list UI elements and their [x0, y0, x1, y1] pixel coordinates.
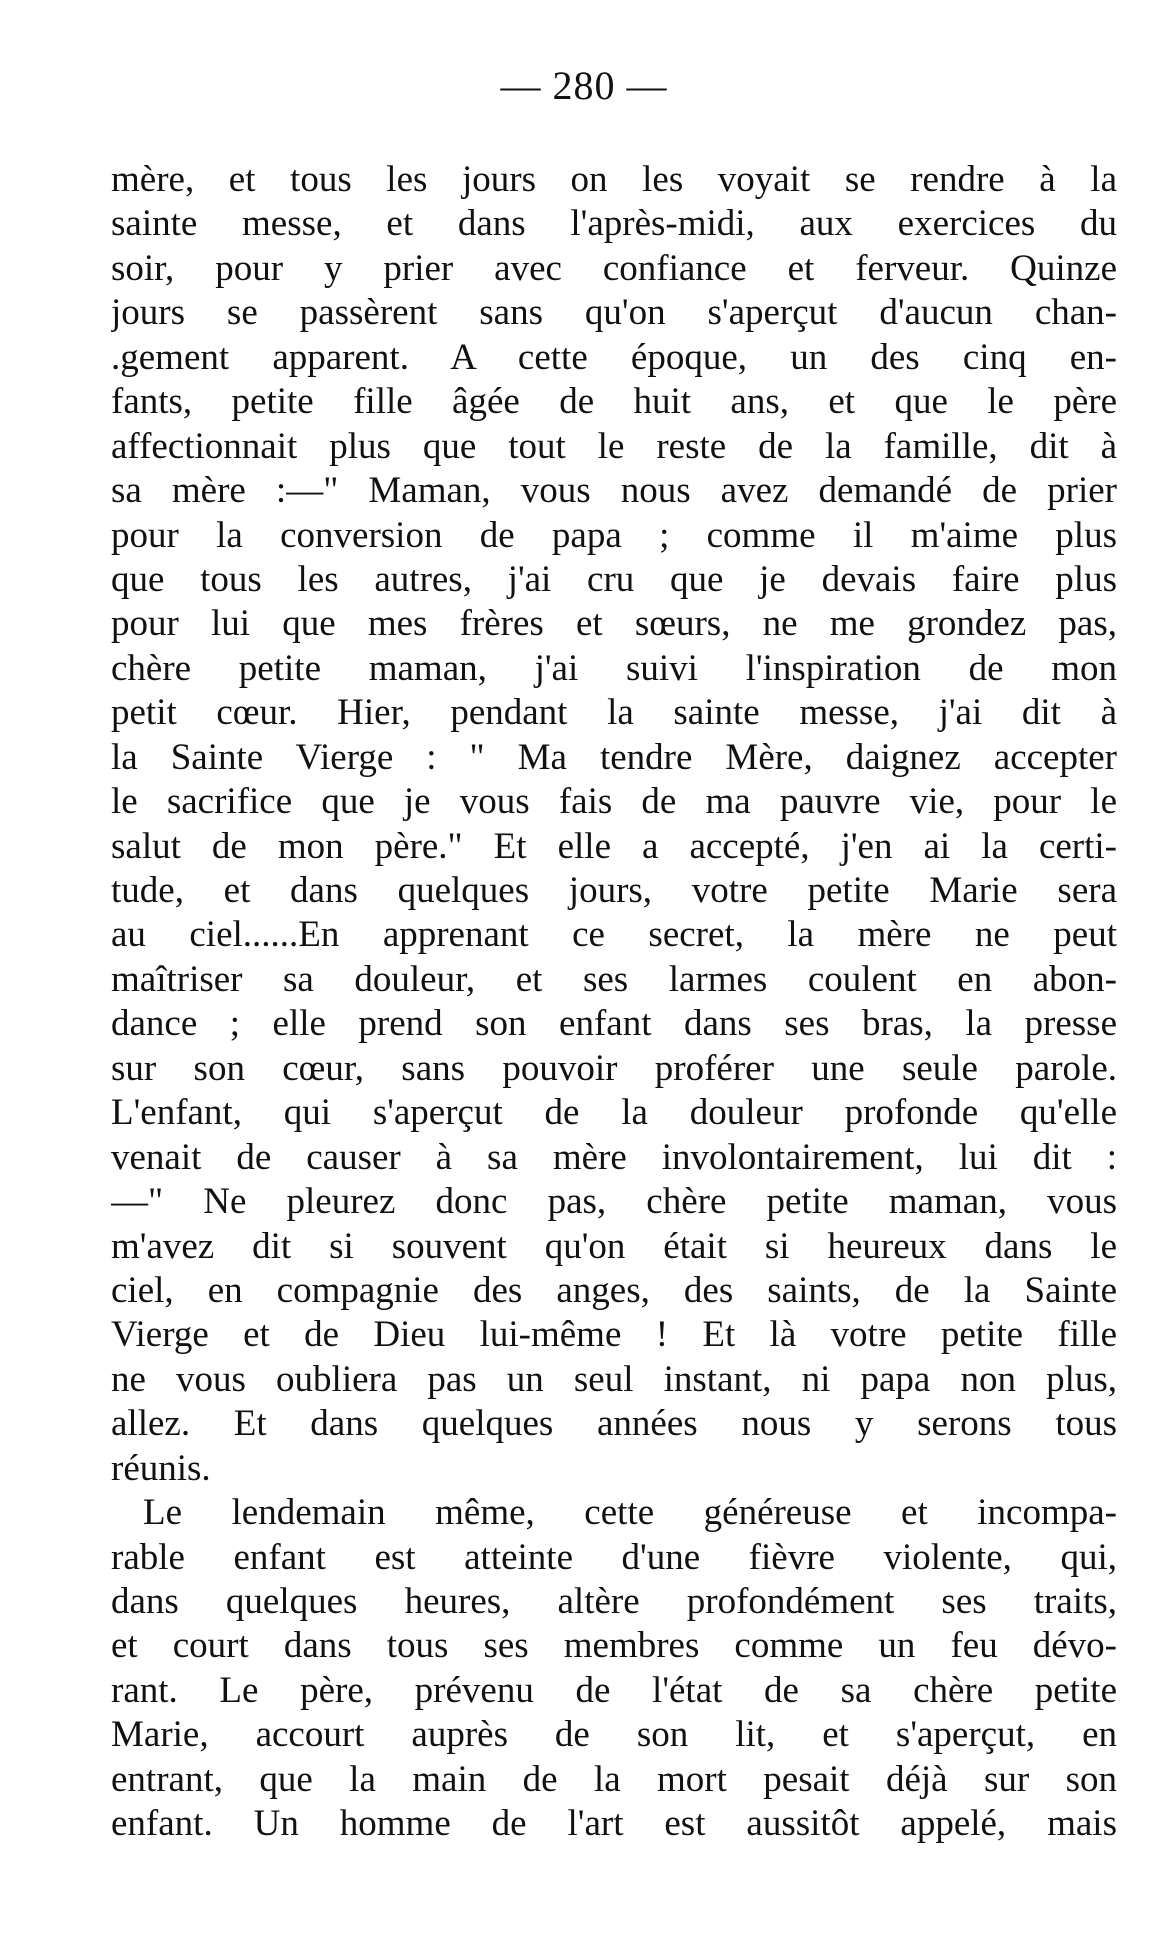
text-line: ciel, en compagnie des anges, des saints, de la Sainte — [111, 1269, 1117, 1311]
text-line: chère petite maman, j'ai suivi l'inspiration de mon — [111, 647, 1117, 689]
paragraph — [111, 1491, 1117, 1847]
text-line: —" Ne pleurez donc pas, chère petite maman, vous — [111, 1181, 1117, 1223]
text-line: rable enfant est atteinte d'une fièvre violente, qui, — [111, 1536, 1117, 1578]
text-line: pour la conversion de papa ; comme il m'aime plus — [111, 514, 1117, 556]
text-line: L'enfant, qui s'aperçut de la douleur profonde qu'elle — [111, 1092, 1117, 1134]
text-line: au ciel......En apprenant ce secret, la mère ne peut — [111, 914, 1117, 956]
text-line: salut de mon père." Et elle a accepté, j'en ai la certi- — [111, 825, 1117, 867]
text-line: rant. Le père, prévenu de l'état de sa chère petite — [111, 1669, 1117, 1711]
text-line: maîtriser sa douleur, et ses larmes coulent en abon- — [111, 958, 1117, 1000]
text-line: tude, et dans quelques jours, votre petite Marie sera — [111, 870, 1117, 911]
text-line: réunis. — [111, 1447, 211, 1489]
body-text — [111, 158, 1117, 1847]
text-line: affectionnait plus que tout le reste de la famille, dit à — [111, 425, 1117, 467]
text-line: le sacrifice que je vous fais de ma pauvre vie, pour le — [111, 781, 1117, 823]
text-line: sur son cœur, sans pouvoir proférer une seule parole. — [111, 1047, 1117, 1089]
text-line: allez. Et dans quelques années nous y serons tous — [111, 1403, 1117, 1445]
text-line: mère, et tous les jours on les voyait se rendre à la — [111, 159, 1117, 200]
text-line: .gement apparent. A cette époque, un des cinq en- — [111, 336, 1117, 378]
text-line: que tous les autres, j'ai cru que je devais faire plus — [111, 558, 1117, 600]
text-line: et court dans tous ses membres comme un feu dévo- — [111, 1625, 1117, 1667]
text-line: entrant, que la main de la mort pesait déjà sur son — [111, 1758, 1117, 1800]
text-line: m'avez dit si souvent qu'on était si heureux dans le — [111, 1225, 1117, 1267]
page-number: — 280 — — [500, 63, 668, 108]
paragraph — [111, 158, 1117, 1491]
text-line: enfant. Un homme de l'art est aussitôt appelé, mais — [111, 1803, 1117, 1845]
text-line: dans quelques heures, altère profondément ses traits, — [111, 1581, 1117, 1622]
text-line: sainte messe, et dans l'après-midi, aux exercices du — [111, 203, 1117, 245]
text-line: Marie, accourt auprès de son lit, et s'aperçut, en — [111, 1714, 1117, 1756]
text-line: Le lendemain même, cette généreuse et incompa- — [143, 1492, 1117, 1534]
text-line: ne vous oubliera pas un seul instant, ni papa non plus, — [111, 1358, 1117, 1400]
text-line: jours se passèrent sans qu'on s'aperçut d'aucun chan- — [111, 292, 1117, 334]
text-line: fants, petite fille âgée de huit ans, et que le père — [111, 381, 1117, 423]
text-line: dance ; elle prend son enfant dans ses bras, la presse — [111, 1003, 1117, 1045]
text-line: la Sainte Vierge : " Ma tendre Mère, daignez accepter — [111, 736, 1117, 778]
text-line: venait de causer à sa mère involontairement, lui dit : — [111, 1136, 1117, 1178]
text-line: soir, pour y prier avec confiance et ferveur. Quinze — [111, 247, 1117, 289]
text-line: Vierge et de Dieu lui-même ! Et là votre petite fille — [111, 1314, 1117, 1356]
text-line: sa mère :—" Maman, vous nous avez demandé de prier — [111, 470, 1117, 512]
text-line: pour lui que mes frères et sœurs, ne me grondez pas, — [111, 603, 1117, 645]
text-line: petit cœur. Hier, pendant la sainte messe, j'ai dit à — [111, 692, 1117, 734]
